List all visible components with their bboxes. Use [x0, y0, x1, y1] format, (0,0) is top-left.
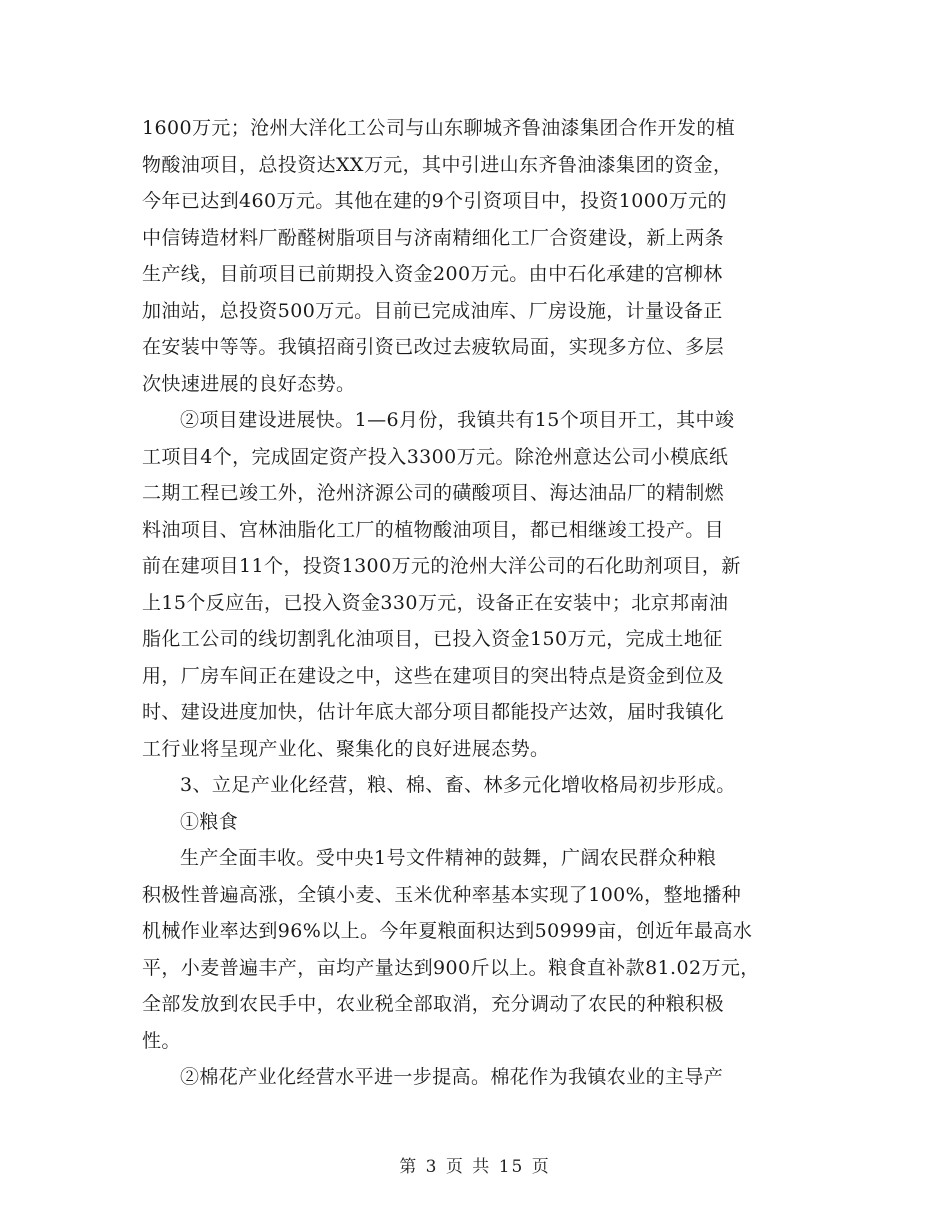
text-line: 上15个反应缶，已投入资金330万元，设备正在安装中；北京邦南油 [142, 591, 729, 614]
text-line: 3、立足产业化经营，粮、棉、畜、林多元化增收格局初步形成。 [180, 774, 736, 796]
text-line: 全部发放到农民手中，农业税全部取消，充分调动了农民的种粮积极 [142, 993, 725, 1015]
text-line: 中信铸造材料厂酚醛树脂项目与济南精细化工厂合资建设，新上两条 [142, 226, 725, 249]
text-line: 物酸油项目，总投资达XX万元，其中引进山东齐鲁油漆集团的资金， [142, 153, 733, 176]
text-line: 今年已达到460万元。其他在建的9个引资项目中，投资1000万元的 [142, 190, 727, 212]
text-line: 加油站，总投资500万元。目前已完成油库、厂房设施，计量设备正 [142, 299, 723, 322]
text-line: 脂化工公司的线切割乳化油项目，已投入资金150万元，完成土地征 [142, 628, 723, 650]
text-line: 用，厂房车间正在建设之中，这些在建项目的突出特点是资金到位及 [142, 664, 725, 687]
page-footer: 第 3 页 共 15 页 [399, 1157, 551, 1177]
text-line: 工项目4个，完成固定资产投入3300万元。除沧州意达公司小模底纸 [142, 445, 729, 468]
text-line: 机械作业率达到96%以上。今年夏粮面积达到50999亩，创近年最高水 [142, 920, 753, 942]
text-line: ②棉花产业化经营水平进一步提高。棉花作为我镇农业的主导产 [180, 1066, 724, 1088]
text-line: 次快速进展的良好态势。 [142, 372, 356, 395]
text-line: 在安装中等等。我镇招商引资已改过去疲软局面，实现多方位、多层 [142, 336, 725, 358]
text-line: 生产线，目前项目已前期投入资金200万元。由中石化承建的宫柳林 [142, 263, 723, 285]
text-line: 积极性普遍高涨，全镇小麦、玉米优种率基本实现了100%，整地播种 [142, 883, 742, 906]
text-line: 1600万元；沧州大洋化工公司与山东聊城齐鲁油漆集团合作开发的植 [142, 117, 736, 139]
text-line: 性。 [142, 1029, 181, 1052]
text-line: 前在建项目11个，投资1300万元的沧州大洋公司的石化助剂项目，新 [142, 555, 741, 577]
text-line: ②项目建设进展快。1—6月份，我镇共有15个项目开工，其中竣 [180, 409, 735, 431]
text-line: ①粮食 [180, 810, 239, 833]
text-line: 工行业将呈现产业化、聚集化的良好进展态势。 [142, 737, 550, 760]
document-body [142, 110, 822, 1096]
text-line: 时、建设进度加快，估计年底大部分项目都能投产达效，届时我镇化 [142, 701, 725, 723]
text-line: 生产全面丰收。受中央1号文件精神的鼓舞，广阔农民群众种粮 [180, 847, 717, 869]
text-line: 二期工程已竣工外，沧州济源公司的磺酸项目、海达油品厂的精制燃 [142, 482, 725, 504]
text-line: 平，小麦普遍丰产，亩均产量达到900斤以上。粮食直补款81.02万元， [142, 956, 760, 979]
text-line: 料油项目、宫林油脂化工厂的植物酸油项目，都已相继竣工投产。目 [142, 518, 725, 541]
